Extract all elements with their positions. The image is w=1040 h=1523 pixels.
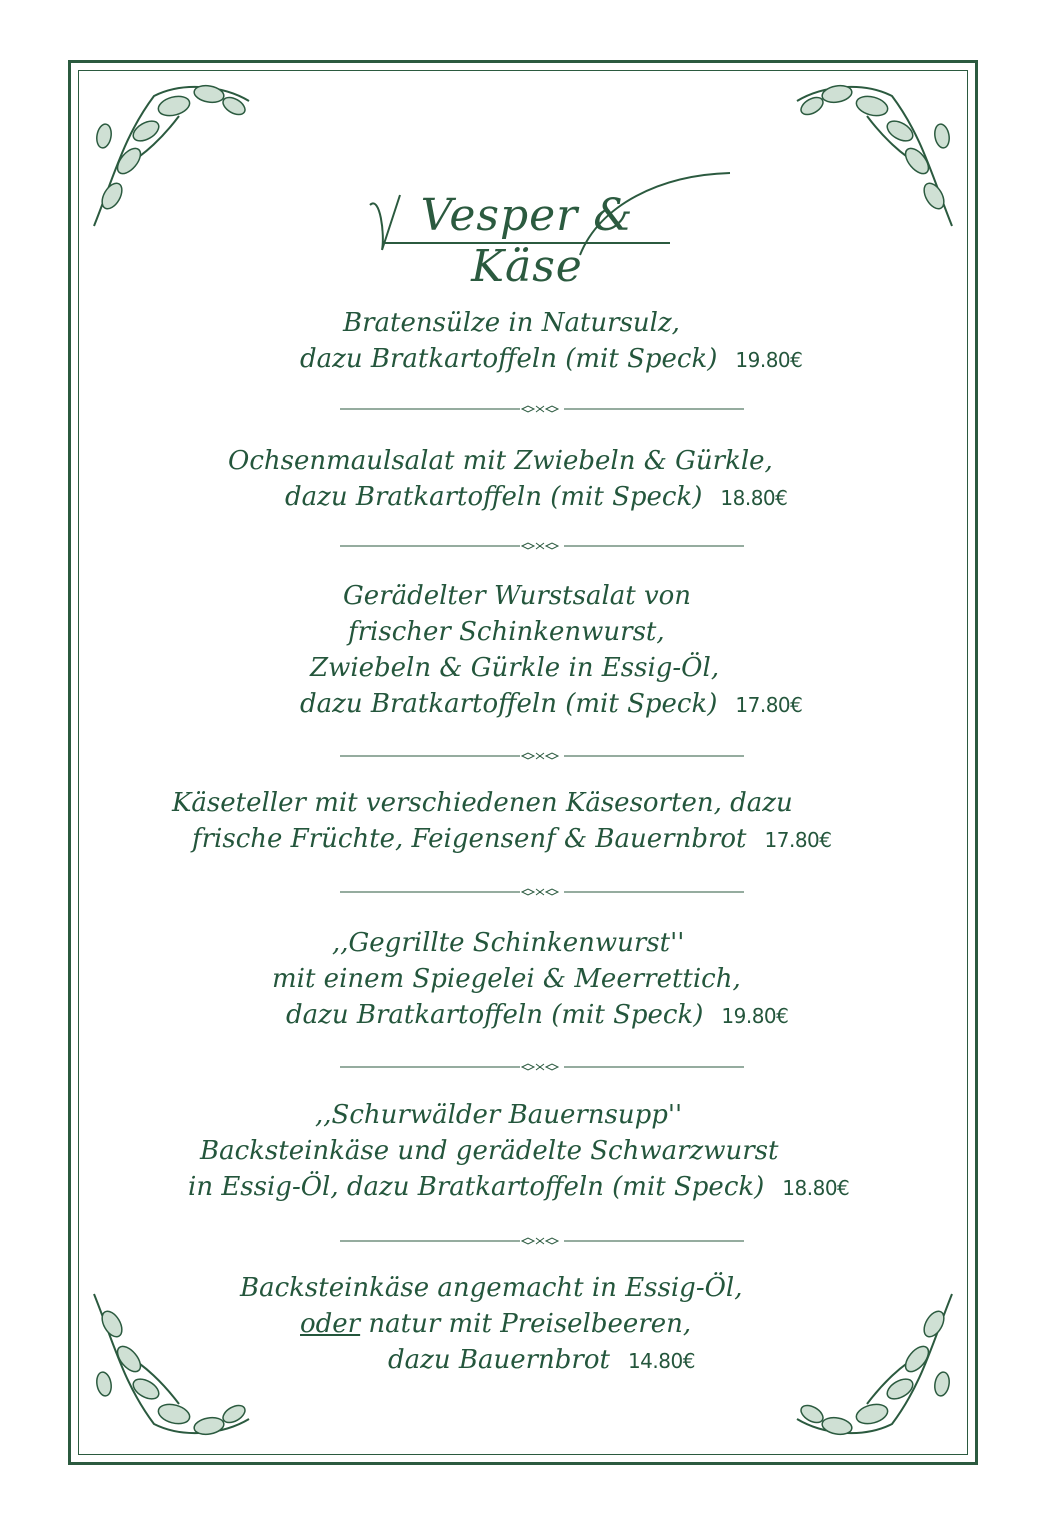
item-price: 17.80€ [764, 828, 832, 852]
item-line: dazu Bratkartoffeln (mit Speck) 17.80€ [300, 689, 803, 719]
flourish-divider-icon [340, 1061, 744, 1073]
menu-item [100, 925, 950, 1034]
item-line: Backsteinkäse angemacht in Essig-Öl, [240, 1273, 743, 1303]
menu-item [100, 785, 950, 858]
page-title: Vesper & Käse [420, 190, 634, 292]
item-line: mit einem Spiegelei & Meerrettich, [272, 964, 741, 994]
item-line: Käseteller mit verschiedenen Käsesorten, dazu [172, 788, 793, 818]
item-line: dazu Bratkartoffeln (mit Speck) 19.80€ [286, 1000, 789, 1030]
flourish-divider-icon [340, 540, 744, 552]
flourish-divider-icon [340, 886, 744, 898]
item-line: frische Früchte, Feigensenf & Bauernbrot 17.80€ [192, 824, 832, 854]
item-line: dazu Bratkartoffeln (mit Speck) 18.80€ [285, 482, 788, 512]
item-line: Bratensülze in Natursulz, [343, 308, 680, 338]
item-price: 18.80€ [720, 486, 788, 510]
item-line: ,,Schurwälder Bauernsupp'' [315, 1100, 683, 1130]
item-price: 18.80€ [782, 1176, 850, 1200]
item-line: Gerädelter Wurstsalat von [343, 581, 692, 611]
item-price: 17.80€ [735, 693, 803, 717]
menu-item [100, 578, 950, 723]
leaf-ornament-icon [792, 76, 962, 236]
flourish-divider-icon [340, 750, 744, 762]
item-line: Ochsenmaulsalat mit Zwiebeln & Gürkle, [228, 446, 773, 476]
item-price: 14.80€ [627, 1349, 695, 1373]
menu-item [100, 305, 950, 378]
item-price: 19.80€ [735, 348, 803, 372]
item-line: dazu Bratkartoffeln (mit Speck) 19.80€ [300, 344, 803, 374]
item-line: Backsteinkäse und gerädelte Schwarzwurst [200, 1136, 779, 1166]
item-line: oder natur mit Preiselbeeren, [300, 1309, 692, 1339]
item-price: 19.80€ [721, 1004, 789, 1028]
flourish-divider-icon [340, 1235, 744, 1247]
flourish-divider-icon [340, 403, 744, 415]
leaf-ornament-icon [84, 76, 254, 236]
menu-item [100, 1097, 950, 1206]
menu-item [100, 443, 950, 516]
item-line: in Essig-Öl, dazu Bratkartoffeln (mit Speck) 18.80€ [188, 1172, 850, 1202]
menu-item [100, 1270, 950, 1379]
item-line: frischer Schinkenwurst, [348, 617, 665, 647]
underlined-word: oder [300, 1309, 361, 1339]
item-line: Zwiebeln & Gürkle in Essig-Öl, [310, 653, 720, 683]
item-line: ,,Gegrillte Schinkenwurst'' [332, 928, 685, 958]
item-line: dazu Bauernbrot 14.80€ [388, 1345, 695, 1375]
